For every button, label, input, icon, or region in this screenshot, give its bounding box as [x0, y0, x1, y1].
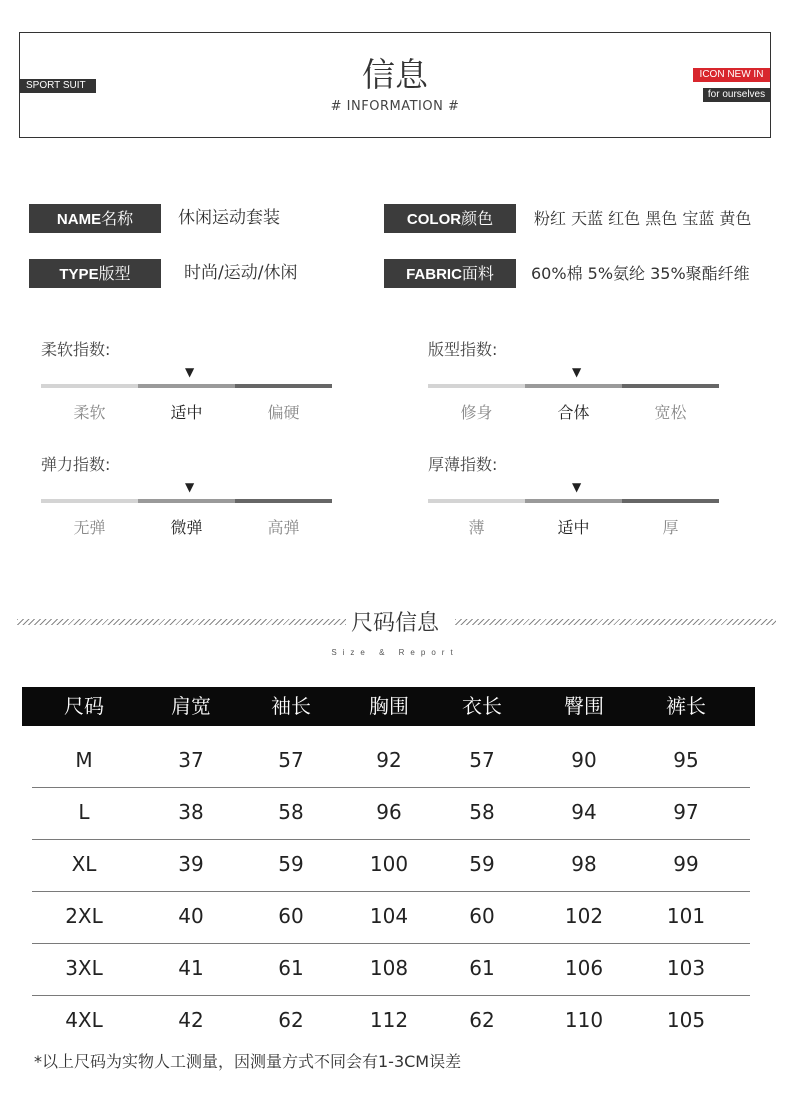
- cell-shoulder: 38: [178, 800, 204, 824]
- header-size: 尺码: [64, 694, 104, 718]
- cell-pants-length: 105: [666, 1008, 706, 1032]
- cell-length: 60: [469, 904, 495, 928]
- for-ourselves-badge: for ourselves: [703, 88, 770, 102]
- type-tag-en: TYPE: [59, 266, 99, 283]
- cell-size: XL: [71, 852, 97, 876]
- table-row: [22, 892, 755, 944]
- cell-length: 57: [469, 748, 495, 772]
- cell-shoulder: 37: [178, 748, 204, 772]
- cell-chest: 104: [369, 904, 409, 928]
- cell-chest: 92: [376, 748, 402, 772]
- scale-segment-high: [235, 499, 332, 503]
- elasticity-option-high: 高弹: [267, 518, 300, 537]
- cell-hip: 98: [571, 852, 597, 876]
- elasticity-marker-icon: ▼: [185, 480, 195, 494]
- info-header-box: [19, 32, 771, 138]
- fabric-tag-en: FABRIC: [406, 266, 462, 283]
- softness-option-hard: 偏硬: [267, 403, 300, 422]
- thickness-option-medium: 适中: [557, 518, 590, 537]
- measurement-note: *以上尺码为实物人工测量，因测量方式不同会有1-3CM误差: [34, 1052, 462, 1071]
- sport-suit-badge: SPORT SUIT: [20, 79, 96, 93]
- page-title: 信息: [362, 55, 428, 94]
- cell-shoulder: 41: [178, 956, 204, 980]
- type-value: 时尚/运动/休闲: [184, 263, 298, 283]
- cell-pants-length: 97: [673, 800, 699, 824]
- cell-chest: 96: [376, 800, 402, 824]
- thickness-scale-bar: [428, 499, 719, 503]
- cell-hip: 102: [564, 904, 604, 928]
- header-hip: 臀围: [564, 694, 604, 718]
- thickness-index-label: 厚薄指数:: [428, 455, 498, 474]
- cell-hip: 110: [564, 1008, 604, 1032]
- cell-hip: 106: [564, 956, 604, 980]
- cell-size: 2XL: [65, 904, 103, 928]
- scale-segment-mid: [138, 384, 235, 388]
- thickness-option-thick: 厚: [662, 518, 679, 537]
- cell-length: 59: [469, 852, 495, 876]
- fabric-tag: [384, 259, 516, 288]
- softness-scale-bar: [41, 384, 332, 388]
- cell-chest: 108: [369, 956, 409, 980]
- thickness-marker-icon: ▼: [572, 480, 582, 494]
- scale-segment-mid: [138, 499, 235, 503]
- name-tag-cn: 名称: [101, 209, 134, 228]
- name-value: 休闲运动套装: [178, 208, 280, 228]
- cell-pants-length: 95: [673, 748, 699, 772]
- softness-marker-icon: ▼: [185, 365, 195, 379]
- size-info-title: 尺码信息: [350, 611, 439, 636]
- type-tag-cn: 版型: [98, 264, 131, 283]
- cell-size: 3XL: [65, 956, 103, 980]
- cell-sleeve: 62: [278, 1008, 304, 1032]
- softness-index-label: 柔软指数:: [41, 340, 111, 359]
- softness-option-soft: 柔软: [73, 403, 106, 422]
- table-row: [22, 788, 755, 840]
- cell-sleeve: 59: [278, 852, 304, 876]
- name-tag: [29, 204, 161, 233]
- cell-pants-length: 101: [666, 904, 706, 928]
- color-tag: [384, 204, 516, 233]
- cell-size: M: [75, 748, 93, 772]
- fit-scale-bar: [428, 384, 719, 388]
- scale-segment-low: [41, 499, 138, 503]
- cell-shoulder: 39: [178, 852, 204, 876]
- fabric-value: 60%棉 5%氨纶 35%聚酯纤维: [531, 264, 750, 283]
- fit-option-regular: 合体: [557, 403, 590, 422]
- softness-option-medium: 适中: [170, 403, 203, 422]
- header-chest: 胸围: [369, 694, 409, 718]
- scale-segment-high: [622, 384, 719, 388]
- elasticity-index-label: 弹力指数:: [41, 455, 111, 474]
- cell-hip: 90: [571, 748, 597, 772]
- cell-hip: 94: [571, 800, 597, 824]
- elasticity-option-none: 无弹: [73, 518, 106, 537]
- cell-chest: 100: [369, 852, 409, 876]
- scale-segment-low: [428, 499, 525, 503]
- scale-segment-mid: [525, 499, 622, 503]
- scale-segment-low: [428, 384, 525, 388]
- fit-option-loose: 宽松: [654, 403, 687, 422]
- header-sleeve: 袖长: [271, 694, 311, 718]
- cell-sleeve: 60: [278, 904, 304, 928]
- page-subtitle: # INFORMATION #: [330, 99, 460, 114]
- cell-sleeve: 58: [278, 800, 304, 824]
- scale-segment-high: [622, 499, 719, 503]
- cell-length: 58: [469, 800, 495, 824]
- elasticity-scale-bar: [41, 499, 332, 503]
- fabric-tag-cn: 面料: [461, 264, 494, 283]
- cell-pants-length: 103: [666, 956, 706, 980]
- type-tag: [29, 259, 161, 288]
- fit-marker-icon: ▼: [572, 365, 582, 379]
- cell-length: 61: [469, 956, 495, 980]
- table-row: [22, 840, 755, 892]
- cell-size: 4XL: [65, 1008, 103, 1032]
- scale-segment-high: [235, 384, 332, 388]
- scale-segment-mid: [525, 384, 622, 388]
- cell-sleeve: 61: [278, 956, 304, 980]
- size-report-subtitle: Size & Report: [331, 648, 459, 657]
- cell-sleeve: 57: [278, 748, 304, 772]
- table-row: [22, 944, 755, 996]
- size-table-header: [22, 687, 755, 726]
- cell-pants-length: 99: [673, 852, 699, 876]
- header-length: 衣长: [462, 694, 502, 718]
- cell-length: 62: [469, 1008, 495, 1032]
- color-tag-cn: 颜色: [461, 209, 494, 228]
- header-pants-length: 裤长: [666, 694, 706, 718]
- fit-index-label: 版型指数:: [428, 340, 498, 359]
- header-shoulder: 肩宽: [171, 694, 211, 718]
- cell-size: L: [78, 800, 90, 824]
- color-tag-en: COLOR: [406, 211, 462, 228]
- cell-shoulder: 42: [178, 1008, 204, 1032]
- name-tag-en: NAME: [56, 211, 102, 228]
- table-row: [22, 736, 755, 788]
- cell-chest: 112: [369, 1008, 409, 1032]
- scale-segment-low: [41, 384, 138, 388]
- table-row: [22, 996, 755, 1048]
- fit-option-slim: 修身: [460, 403, 493, 422]
- elasticity-option-slight: 微弹: [170, 518, 203, 537]
- cell-shoulder: 40: [178, 904, 204, 928]
- thickness-option-thin: 薄: [468, 518, 485, 537]
- color-value: 粉红 天蓝 红色 黑色 宝蓝 黄色: [534, 209, 752, 228]
- icon-new-in-badge: ICON NEW IN: [693, 68, 770, 82]
